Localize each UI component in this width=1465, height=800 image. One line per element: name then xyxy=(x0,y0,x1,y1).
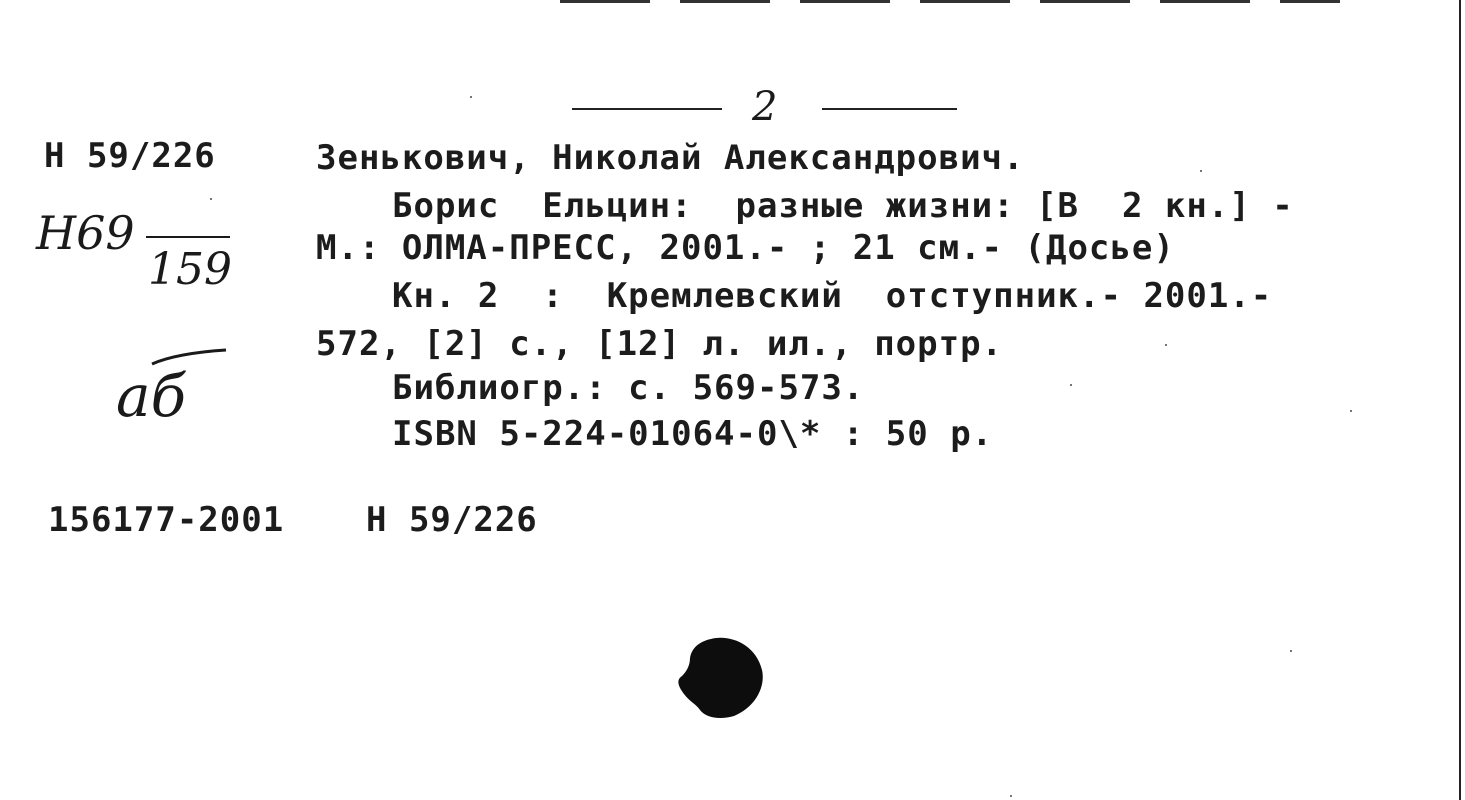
scan-speck xyxy=(1350,410,1352,412)
handwritten-code-sub: 159 xyxy=(148,244,232,295)
card-top-edge xyxy=(560,0,1340,3)
bibliography-note: Библиогр.: с. 569-573. xyxy=(392,368,865,408)
page-number: 2 xyxy=(752,84,778,130)
shelfmark: Н 59/226 xyxy=(44,136,216,176)
volume-line-1: Кн. 2 : Кремлевский отступник.- 2001.- xyxy=(392,276,1273,316)
scan-speck xyxy=(1290,650,1292,652)
punch-hole-blot xyxy=(676,636,764,720)
scan-speck xyxy=(210,198,212,200)
accession-number: 156177-2001 xyxy=(48,500,285,540)
handwritten-note-stroke xyxy=(150,346,230,370)
handwritten-code-rule xyxy=(146,236,230,238)
scan-speck xyxy=(1070,384,1072,386)
scan-speck xyxy=(1200,170,1202,172)
volume-line-2: 572, [2] с., [12] л. ил., портр. xyxy=(316,324,1004,364)
author-heading: Зенькович, Николай Александрович. xyxy=(316,138,1025,178)
scan-speck xyxy=(1010,795,1012,797)
card-right-edge xyxy=(1459,0,1461,800)
page-number-dash-left xyxy=(572,108,722,110)
handwritten-note: аб xyxy=(116,362,186,430)
accession-shelfmark: Н 59/226 xyxy=(366,500,538,540)
title-line-1: Борис Ельцин: разные жизни: [В 2 кн.] - xyxy=(392,186,1294,226)
title-line-2: М.: ОЛМА-ПРЕСС, 2001.- ; 21 см.- (Досье) xyxy=(316,228,1175,268)
handwritten-code: Н69 xyxy=(36,206,135,260)
scan-speck xyxy=(1165,344,1167,346)
page-number-dash-right xyxy=(822,108,957,110)
isbn-price: ISBN 5-224-01064-0\* : 50 р. xyxy=(392,414,994,454)
scan-speck xyxy=(470,96,472,98)
